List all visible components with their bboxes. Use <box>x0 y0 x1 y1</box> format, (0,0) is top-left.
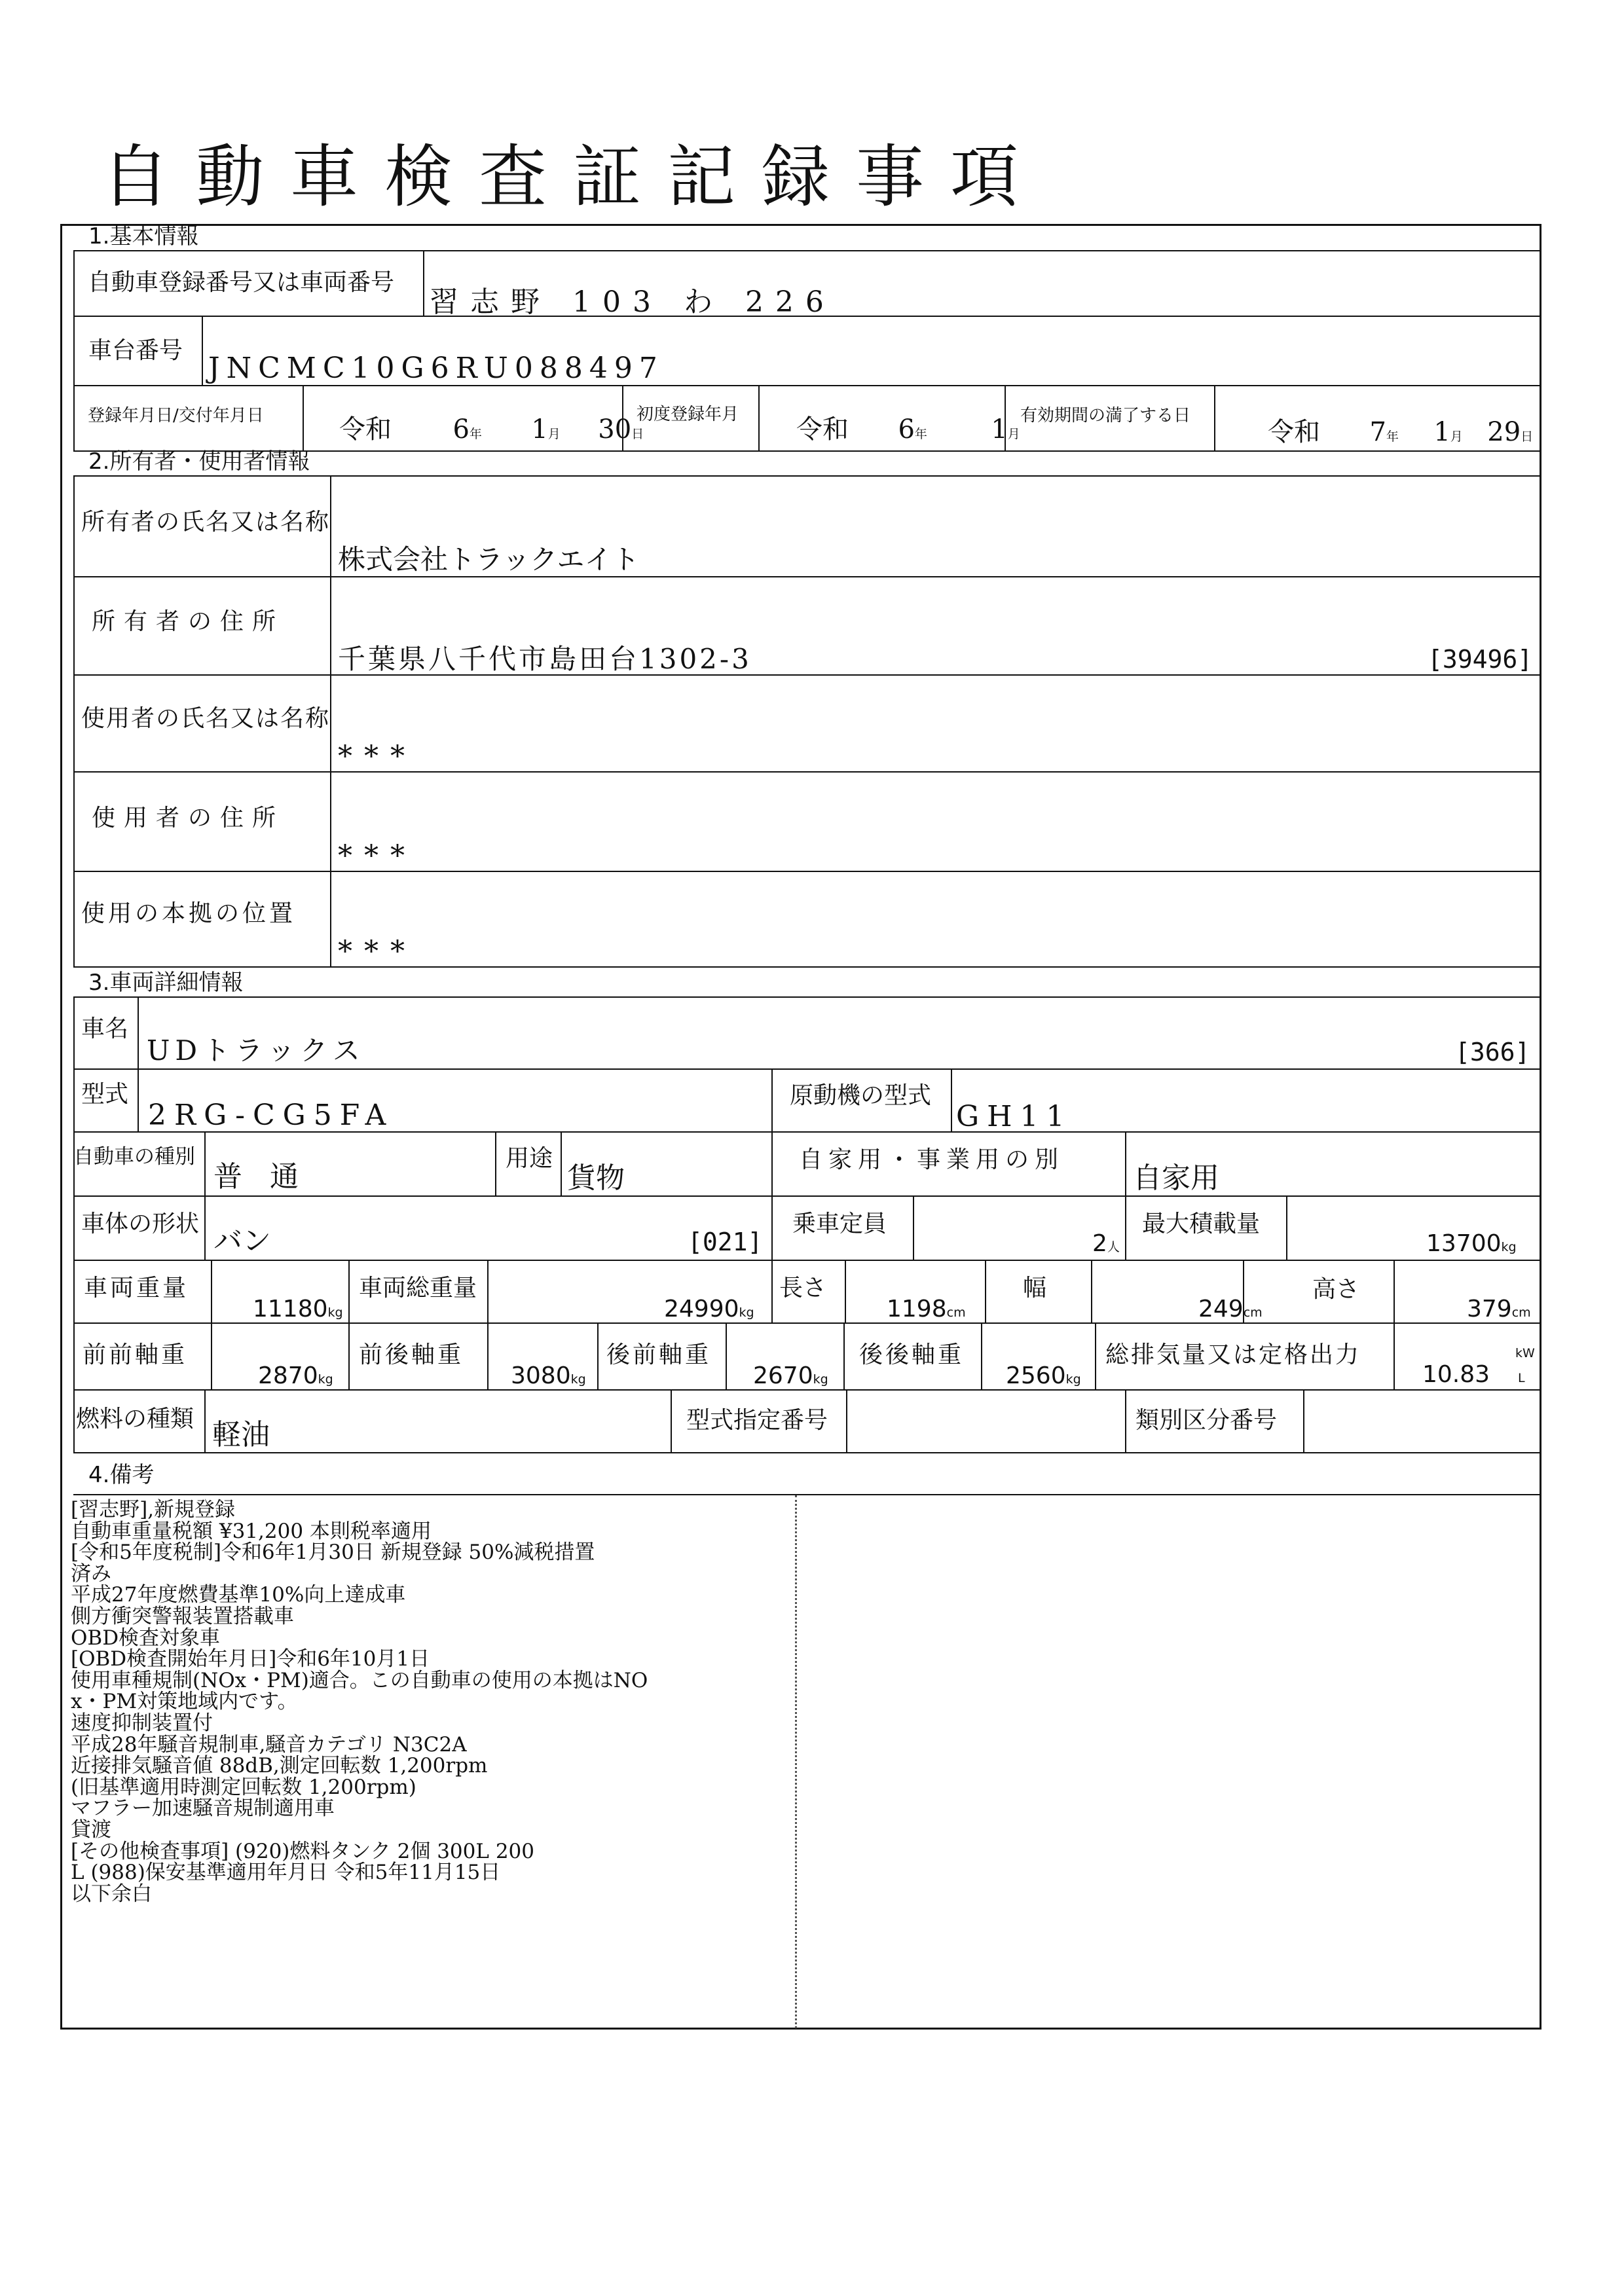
rule-fuel <box>73 1452 1541 1453</box>
rule-axle-9 <box>1393 1322 1395 1389</box>
rule-chassis <box>73 385 1541 386</box>
remarks-line: 以下余白 <box>71 1882 152 1906</box>
rule-owner-name <box>73 576 1541 577</box>
vehicle-name-code: [366] <box>1455 1038 1530 1066</box>
kg-unit: kg <box>1065 1372 1081 1387</box>
reg-number-label: 自動車登録番号又は車両番号 <box>88 269 395 296</box>
owner-address-code: [39496] <box>1428 645 1533 674</box>
rule-axle-4 <box>597 1322 599 1389</box>
displacement-label: 総排気量又は定格出力 <box>1105 1341 1361 1368</box>
body-shape-code: [021] <box>688 1228 763 1256</box>
rule-weight-4 <box>771 1260 773 1322</box>
remarks-line: 側方衝突警報装置搭載車 <box>71 1604 294 1628</box>
gross-weight-value <box>664 1298 754 1321</box>
use-label: 用途 <box>506 1145 553 1172</box>
owner-name-label: 所有者の氏名又は名称 <box>81 509 331 536</box>
category-label: 類別区分番号 <box>1135 1407 1278 1434</box>
rr-axle-label: 後後軸重 <box>859 1341 965 1368</box>
remarks-line: 近接排気騒音値 88dB,測定回転数 1,200rpm <box>71 1754 488 1778</box>
rule-weight-2 <box>348 1260 350 1322</box>
model-label: 型式 <box>81 1081 129 1108</box>
expiry-day: 29 <box>1487 417 1521 447</box>
fr-axle-value <box>511 1364 586 1388</box>
cm-unit: cm <box>1511 1305 1531 1320</box>
year-unit: 年 <box>914 427 927 441</box>
gross-weight-number: 24990 <box>664 1296 739 1322</box>
kg-unit: kg <box>318 1372 333 1387</box>
kg-unit: kg <box>327 1305 343 1320</box>
type-designation-label: 型式指定番号 <box>686 1407 828 1434</box>
rule-axle-5 <box>726 1322 727 1389</box>
first-reg-label: 初度登録年月 <box>637 405 739 424</box>
reg-date-year: 6 <box>452 414 470 445</box>
rule-body-3 <box>913 1195 914 1260</box>
height-number: 379 <box>1467 1296 1512 1322</box>
rule-axle-2 <box>348 1322 350 1389</box>
rule-dates-1 <box>303 385 304 450</box>
cm-unit: cm <box>1243 1305 1263 1320</box>
rule-sec4-head <box>73 1494 1541 1495</box>
rf-axle-label: 後前軸重 <box>606 1341 712 1368</box>
rule-kind <box>73 1195 1541 1197</box>
rule-kind-3 <box>561 1131 562 1195</box>
kg-unit: kg <box>739 1305 754 1320</box>
user-name-label: 使用者の氏名又は名称 <box>81 705 331 732</box>
rf-axle-value <box>753 1364 828 1388</box>
fuel-value: 軽油 <box>212 1418 270 1451</box>
kg-unit: kg <box>813 1372 828 1387</box>
rule-body-4 <box>1125 1195 1126 1260</box>
document-title: 自動車検査証記録事項 <box>101 137 1045 217</box>
remarks-line: (旧基準適用時測定回転数 1,200rpm) <box>71 1775 416 1799</box>
rule-kind-1 <box>204 1131 206 1195</box>
capacity-unit: 人 <box>1107 1240 1120 1254</box>
owner-address-label: 所有者の住所 <box>92 608 285 635</box>
rule-owner-address <box>73 674 1541 676</box>
expiry-value <box>1268 419 1533 445</box>
remarks-line: 済み <box>71 1561 111 1586</box>
kg-unit: kg <box>1501 1240 1517 1254</box>
rule-kind-2 <box>495 1131 496 1195</box>
fr-axle-label: 前後軸重 <box>359 1341 464 1368</box>
day-unit: 日 <box>631 427 644 441</box>
kg-unit: kg <box>570 1372 586 1387</box>
rule-dates-3 <box>758 385 760 450</box>
reg-number-value: 習志野 103 わ 226 <box>430 285 836 319</box>
rule-axle-6 <box>843 1322 845 1389</box>
first-reg-month: 1 <box>991 414 1008 445</box>
rule-name-split <box>138 996 139 1068</box>
user-name-value: *** <box>338 740 416 773</box>
length-number: 1198 <box>887 1296 947 1322</box>
rule-user-name <box>73 771 1541 773</box>
remarks-line: [その他検査事項] (920)燃料タンク 2個 300L 200 <box>71 1839 534 1863</box>
rule-axle-1 <box>211 1322 212 1389</box>
rule-reg-split <box>423 250 424 316</box>
rr-axle-number: 2560 <box>1006 1362 1066 1389</box>
remarks-line: [令和5年度税制]令和6年1月30日 新規登録 50%減税措置 <box>71 1540 595 1565</box>
rule-weight-7 <box>1091 1260 1092 1322</box>
remarks-line: 貸渡 <box>71 1817 111 1842</box>
fr-axle-number: 3080 <box>511 1362 571 1389</box>
displacement-value: 10.83 <box>1422 1361 1490 1388</box>
displacement-unit-kw: kW <box>1515 1346 1535 1360</box>
rule-axle-8 <box>1095 1322 1096 1389</box>
vehicle-name-value: UDトラックス <box>147 1034 365 1066</box>
rule-fuel-1 <box>204 1389 206 1452</box>
use-value: 貨物 <box>567 1161 625 1195</box>
rf-axle-number: 2670 <box>753 1362 813 1389</box>
rule-weight-5 <box>845 1260 846 1322</box>
rule-user-address <box>73 871 1541 872</box>
rule-weights <box>73 1322 1541 1324</box>
owner-address-value: 千葉県八千代市島田台1302-3 <box>338 643 752 675</box>
model-value: 2RG-CG5FA <box>148 1099 394 1132</box>
reg-date-era: 令和 <box>339 414 392 445</box>
rule-sec1-head <box>73 250 1541 251</box>
remarks-line: x・PM対策地域内です。 <box>71 1690 298 1714</box>
rule-weight-6 <box>985 1260 986 1322</box>
section-owner-user: 2.所有者・使用者情報 <box>88 448 310 475</box>
reg-date-label: 登録年月日/交付年月日 <box>88 406 264 426</box>
base-location-label: 使用の本拠の位置 <box>81 900 297 927</box>
rule-chassis-split <box>202 316 203 385</box>
rule-fuel-2 <box>671 1389 672 1452</box>
chassis-value: JNCMC10G6RU088497 <box>208 352 664 385</box>
ff-axle-value <box>258 1364 333 1388</box>
remarks-line: 速度抑制装置付 <box>71 1711 213 1735</box>
remarks-line: L (988)保安基準適用年月日 令和5年11月15日 <box>71 1861 501 1885</box>
owner-name-value: 株式会社トラックエイト <box>338 543 640 575</box>
section-basic-info: 1.基本情報 <box>88 223 199 249</box>
first-reg-year: 6 <box>898 414 915 445</box>
gross-weight-label: 車両総重量 <box>359 1275 477 1302</box>
user-address-value: *** <box>338 839 416 873</box>
capacity-label: 乗車定員 <box>792 1211 887 1237</box>
year-unit: 年 <box>469 427 482 441</box>
reg-date-month: 1 <box>531 414 548 445</box>
rule-weight-3 <box>487 1260 489 1322</box>
remarks-line: マフラー加速騒音規制適用車 <box>71 1796 335 1821</box>
user-address-label: 使用者の住所 <box>92 805 285 831</box>
first-reg-value <box>796 416 1020 443</box>
remarks-line: [OBD検査開始年月日]令和6年10月1日 <box>71 1647 430 1671</box>
rule-model-split-3 <box>951 1068 952 1131</box>
rule-body-5 <box>1286 1195 1287 1260</box>
expiry-label: 有効期間の満了する日 <box>1020 406 1191 426</box>
rule-base <box>73 966 1541 968</box>
reg-date-value <box>339 416 644 443</box>
rule-dates-5 <box>1214 385 1215 450</box>
rule-model-split-1 <box>138 1068 139 1131</box>
max-load-label: 最大積載量 <box>1142 1211 1261 1237</box>
remarks-line: 平成28年騒音規制車,騒音カテゴリ N3C2A <box>71 1732 467 1757</box>
kind-label: 自動車の種別 <box>73 1145 195 1169</box>
rule-body-2 <box>771 1195 773 1260</box>
engine-model-value: GH11 <box>956 1100 1073 1133</box>
expiry-era: 令和 <box>1268 417 1320 447</box>
vehicle-weight-number: 11180 <box>253 1296 328 1322</box>
vehicle-weight-label: 車両重量 <box>84 1275 189 1302</box>
remarks-line: 使用車種規制(NOx・PM)適合。この自動車の使用の本拠はNO <box>71 1668 648 1692</box>
fuel-label: 燃料の種類 <box>76 1406 194 1432</box>
rr-axle-value <box>1006 1364 1081 1388</box>
rule-fuel-4 <box>1125 1389 1126 1452</box>
month-unit: 月 <box>547 427 561 441</box>
capacity-value <box>1092 1232 1120 1256</box>
ff-axle-label: 前前軸重 <box>83 1341 188 1368</box>
remarks-line: [習志野],新規登録 <box>71 1498 236 1522</box>
cm-unit: cm <box>946 1305 966 1320</box>
rule-name <box>73 1068 1541 1070</box>
rule-fuel-3 <box>846 1389 847 1452</box>
width-label: 幅 <box>1023 1275 1047 1302</box>
section-vehicle-detail: 3.車両詳細情報 <box>88 970 244 996</box>
rule-axles <box>73 1389 1541 1391</box>
year-unit: 年 <box>1386 429 1399 444</box>
width-value <box>1198 1298 1263 1321</box>
capacity-number: 2 <box>1092 1230 1107 1257</box>
remarks-divider <box>795 1495 797 2028</box>
kind-value: 普 通 <box>213 1160 308 1194</box>
vehicle-weight-value <box>253 1298 343 1321</box>
expiry-year: 7 <box>1369 417 1386 447</box>
body-shape-label: 車体の形状 <box>81 1211 200 1237</box>
reg-date-day: 30 <box>598 414 632 445</box>
ff-axle-number: 2870 <box>258 1362 318 1389</box>
displacement-unit-l: L <box>1518 1371 1525 1385</box>
max-load-value <box>1426 1232 1517 1256</box>
rule-left-indent-3 <box>73 996 75 1452</box>
height-label: 高さ <box>1312 1276 1360 1303</box>
rule-axle-7 <box>981 1322 982 1389</box>
width-number: 249 <box>1198 1296 1244 1322</box>
max-load-number: 13700 <box>1426 1230 1502 1257</box>
day-unit: 日 <box>1521 429 1534 444</box>
rule-axle-3 <box>487 1322 489 1389</box>
rule-sec2-head <box>73 475 1541 477</box>
rule-fuel-5 <box>1303 1389 1304 1452</box>
body-shape-value: バン <box>213 1224 271 1258</box>
section-remarks: 4.備考 <box>88 1462 155 1488</box>
rule-kind-5 <box>1125 1131 1126 1195</box>
rule-body-1 <box>204 1195 206 1260</box>
remarks-list <box>71 1499 791 1904</box>
height-value <box>1467 1298 1531 1321</box>
chassis-label: 車台番号 <box>88 337 183 364</box>
rule-weight-9 <box>1393 1260 1395 1322</box>
engine-model-label: 原動機の型式 <box>790 1082 932 1109</box>
remarks-line: OBD検査対象車 <box>71 1626 221 1650</box>
first-reg-era: 令和 <box>796 414 849 445</box>
rule-kind-4 <box>771 1131 773 1195</box>
private-business-label: 自家用・事業用の別 <box>799 1146 1065 1173</box>
rule-weight-1 <box>211 1260 212 1322</box>
length-label: 長さ <box>779 1275 827 1302</box>
remarks-line: 自動車重量税額 ¥31,200 本則税率適用 <box>71 1519 432 1543</box>
rule-body <box>73 1260 1541 1261</box>
rule-left-indent-1 <box>73 250 75 450</box>
vehicle-name-label: 車名 <box>81 1015 129 1042</box>
private-business-value: 自家用 <box>1133 1161 1219 1195</box>
month-unit: 月 <box>1450 429 1463 444</box>
expiry-month: 1 <box>1433 417 1450 447</box>
base-location-value: *** <box>338 935 416 968</box>
rule-model-split-2 <box>771 1068 773 1131</box>
month-unit: 月 <box>1007 427 1020 441</box>
rule-sec3-head <box>73 996 1541 998</box>
length-value <box>887 1298 966 1321</box>
rule-owner-split <box>330 475 331 966</box>
remarks-line: 平成27年度燃費基準10%向上達成車 <box>71 1583 406 1607</box>
rule-left-indent-2 <box>73 475 75 966</box>
